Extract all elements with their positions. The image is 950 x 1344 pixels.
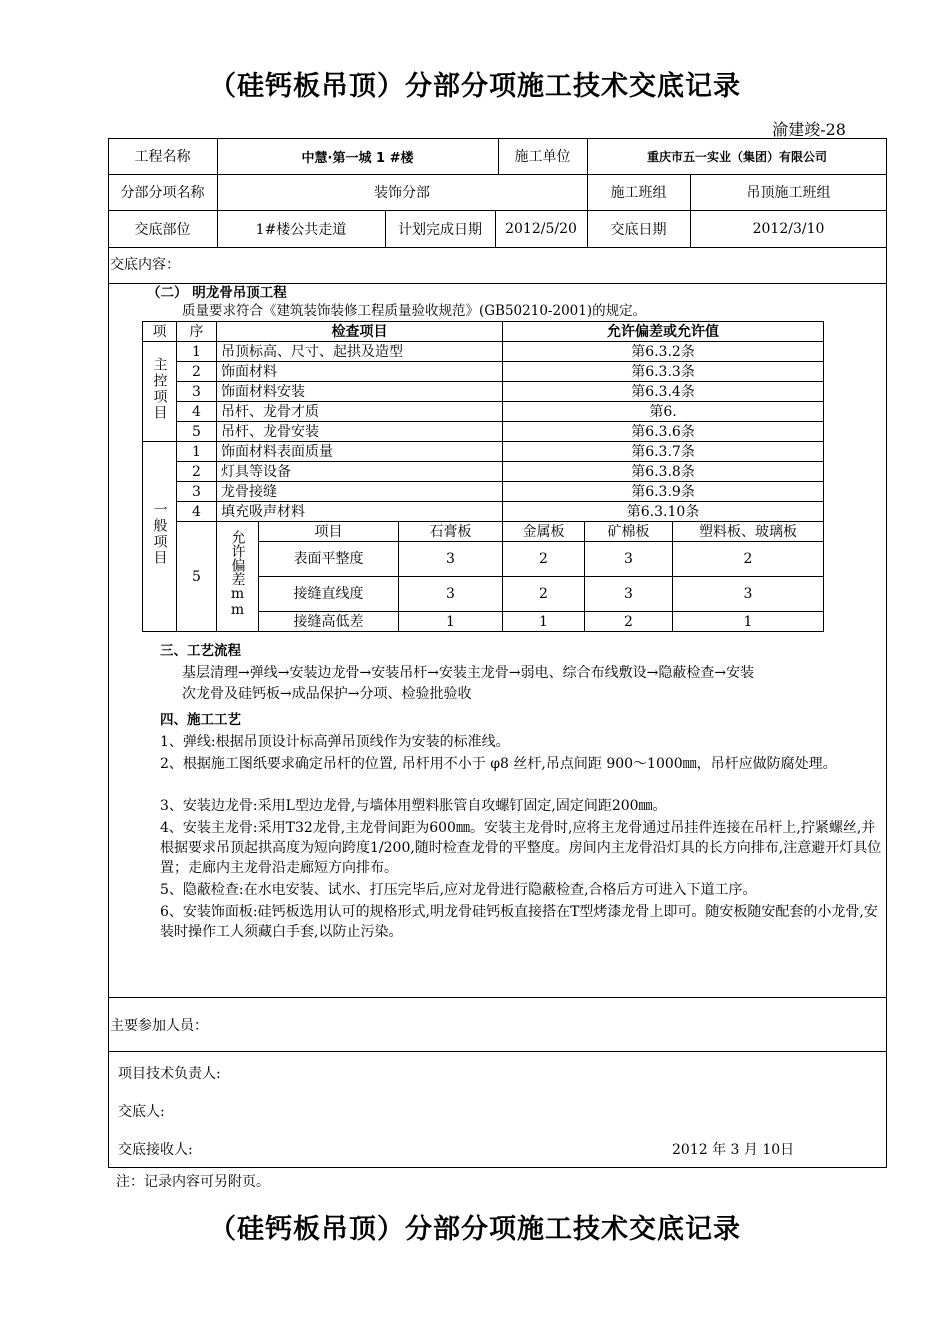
check-item: 饰面材料表面质量 bbox=[217, 442, 503, 462]
check-item: 吊顶标高、尺寸、起拱及造型 bbox=[217, 342, 503, 362]
general-group-label: 一般项目 bbox=[151, 502, 168, 566]
table-row bbox=[143, 382, 824, 402]
main-group-label: 主控项目 bbox=[151, 357, 168, 421]
dev-value: 2 bbox=[585, 612, 673, 632]
row-divider bbox=[108, 1051, 887, 1052]
seq-cell: 1 bbox=[177, 442, 217, 462]
project-name-value: 中慧·第一城 1 #楼 bbox=[301, 150, 414, 166]
dev-header: 项目 bbox=[259, 522, 399, 542]
plan-date-label: 计划完成日期 bbox=[398, 221, 482, 238]
construction-unit-value: 重庆市五一实业（集团）有限公司 bbox=[646, 149, 827, 164]
dev-value: 3 bbox=[399, 577, 503, 612]
check-item: 吊杆、龙骨才质 bbox=[217, 402, 503, 422]
table-row bbox=[143, 402, 824, 422]
brief-date-value: 2012/3/10 bbox=[752, 220, 825, 237]
dev-name: 接缝高低差 bbox=[259, 612, 399, 632]
seq-cell: 3 bbox=[177, 482, 217, 502]
allow-value: 第6.3.2条 bbox=[503, 342, 824, 362]
process-line-1: 基层清理→弹线→安装边龙骨→安装吊杆→安装主龙骨→弱电、综合布线敷设→隐蔽检查→安装 bbox=[182, 665, 755, 681]
row-divider bbox=[108, 997, 887, 998]
allow-value: 第6.3.10条 bbox=[503, 502, 824, 522]
check-item: 灯具等设备 bbox=[217, 462, 503, 482]
table-row bbox=[143, 422, 824, 442]
brief-date-label: 交底日期 bbox=[610, 221, 667, 238]
check-item: 饰面材料安装 bbox=[217, 382, 503, 402]
construction-unit-label: 施工单位 bbox=[514, 149, 571, 165]
process-line-2: 次龙骨及硅钙板→成品保护→分项、检验批验收 bbox=[182, 686, 472, 702]
footnote: 注：记录内容可另附页。 bbox=[116, 1174, 270, 1190]
location-label: 交底部位 bbox=[134, 221, 191, 238]
plan-date-value: 2012/5/20 bbox=[505, 220, 577, 237]
dev-name: 表面平整度 bbox=[259, 542, 399, 577]
check-table bbox=[142, 321, 824, 632]
dev-value: 2 bbox=[503, 542, 585, 577]
seq-cell: 4 bbox=[177, 502, 217, 522]
sign-date: 2012 年 3 月 10日 bbox=[672, 1142, 795, 1158]
step-1: 1、弹线:根据吊顶设计标高弹吊顶线作为安装的标准线。 bbox=[160, 734, 510, 750]
table-row bbox=[143, 342, 824, 362]
allow-value: 第6. bbox=[503, 402, 824, 422]
check-item: 吊杆、龙骨安装 bbox=[217, 422, 503, 442]
next-page-title: （硅钙板吊顶）分部分项施工技术交底记录 bbox=[209, 1214, 741, 1245]
table-row bbox=[143, 522, 824, 542]
dev-value: 3 bbox=[399, 542, 503, 577]
team-value: 吊顶施工班组 bbox=[746, 185, 831, 201]
allow-value: 第6.3.8条 bbox=[503, 462, 824, 482]
step-4: 4、安装主龙骨:采用T32龙骨,主龙骨间距为600㎜。安装主龙骨时,应将主龙骨通过吊挂件连接在吊杆上,拧紧螺丝,并根据要求吊顶起拱高度为短向跨度1/200,随时检查龙骨的平整度。房间内主龙骨沿灯具的长方向排布,注意避开灯具位置；走廊内主龙骨沿走廊短方向排布。 bbox=[160, 820, 882, 876]
seq-cell: 5 bbox=[177, 522, 217, 632]
team-label: 施工班组 bbox=[610, 185, 667, 201]
table-row bbox=[143, 462, 824, 482]
dev-value: 2 bbox=[673, 542, 824, 577]
tech-lead-label: 项目技术负责人: bbox=[118, 1066, 221, 1082]
step-2: 2、根据施工图纸要求确定吊杆的位置, 吊杆用不小于 φ8 丝杆,吊点间距 900～1000㎜，吊杆应做防腐处理。 bbox=[160, 756, 837, 772]
seq-cell: 5 bbox=[177, 422, 217, 442]
table-row bbox=[143, 502, 824, 522]
dev-header: 金属板 bbox=[503, 522, 585, 542]
allow-value: 第6.3.4条 bbox=[503, 382, 824, 402]
dev-name: 接缝直线度 bbox=[259, 577, 399, 612]
dev-value: 3 bbox=[673, 577, 824, 612]
col-allow-header: 允许偏差或允许值 bbox=[503, 322, 824, 342]
quality-note: 质量要求符合《建筑装饰装修工程质量验收规范》(GB50210-2001)的规定。 bbox=[182, 303, 647, 319]
briefer-label: 交底人: bbox=[118, 1104, 165, 1120]
row-divider bbox=[108, 247, 887, 248]
col-check-header: 检查项目 bbox=[217, 322, 503, 342]
table-row bbox=[143, 362, 824, 382]
step-3: 3、安装边龙骨:采用L型边龙骨,与墙体用塑料胀管自攻螺钉固定,固定间距200㎜。 bbox=[160, 798, 667, 814]
dev-header: 石膏板 bbox=[399, 522, 503, 542]
check-item: 饰面材料 bbox=[217, 362, 503, 382]
dev-value: 3 bbox=[585, 542, 673, 577]
location-value: 1#楼公共走道 bbox=[255, 221, 347, 238]
deviation-label-cell bbox=[217, 522, 259, 632]
seq-cell: 2 bbox=[177, 362, 217, 382]
col-seq-header: 序 bbox=[177, 322, 217, 342]
allow-value: 第6.3.7条 bbox=[503, 442, 824, 462]
table-row bbox=[143, 442, 824, 462]
deviation-label: 允许偏差mm bbox=[229, 529, 246, 618]
dev-value: 1 bbox=[503, 612, 585, 632]
step-6: 6、安装饰面板:硅钙板选用认可的规格形式,明龙骨硅钙板直接搭在T型烤漆龙骨上即可。随安板随安配套的小龙骨,安装时操作工人须藏白手套,以防止污染。 bbox=[160, 904, 878, 940]
page-title: （硅钙板吊顶）分部分项施工技术交底记录 bbox=[209, 71, 741, 102]
seq-cell: 4 bbox=[177, 402, 217, 422]
project-name-label: 工程名称 bbox=[134, 149, 191, 165]
document-code: 渝建竣-28 bbox=[772, 120, 846, 139]
section3-heading: 三、工艺流程 bbox=[160, 643, 241, 659]
seq-cell: 2 bbox=[177, 462, 217, 482]
general-group-cell bbox=[143, 442, 177, 632]
step-5: 5、隐蔽检查:在水电安装、试水、打压完毕后,应对龙骨进行隐蔽检查,合格后方可进入下道工序。 bbox=[160, 882, 757, 898]
dev-value: 2 bbox=[503, 577, 585, 612]
dev-header: 塑料板、玻璃板 bbox=[673, 522, 824, 542]
section4-heading: 四、施工工艺 bbox=[160, 712, 241, 728]
dev-value: 1 bbox=[673, 612, 824, 632]
subproject-label: 分部分项名称 bbox=[120, 185, 205, 201]
seq-cell: 3 bbox=[177, 382, 217, 402]
receiver-label: 交底接收人: bbox=[118, 1142, 193, 1158]
dev-value: 3 bbox=[585, 577, 673, 612]
allow-value: 第6.3.6条 bbox=[503, 422, 824, 442]
seq-cell: 1 bbox=[177, 342, 217, 362]
check-item: 填充吸声材料 bbox=[217, 502, 503, 522]
check-item: 龙骨接缝 bbox=[217, 482, 503, 502]
dev-value: 1 bbox=[399, 612, 503, 632]
content-label: 交底内容： bbox=[110, 257, 180, 273]
dev-header: 矿棉板 bbox=[585, 522, 673, 542]
main-group-cell bbox=[143, 342, 177, 442]
allow-value: 第6.3.9条 bbox=[503, 482, 824, 502]
col-item-header: 项 bbox=[143, 322, 177, 342]
allow-value: 第6.3.3条 bbox=[503, 362, 824, 382]
section2-heading: （二） 明龙骨吊顶工程 bbox=[147, 285, 287, 301]
table-row bbox=[143, 482, 824, 502]
participants-label: 主要参加人员： bbox=[110, 1018, 208, 1034]
subproject-value: 装饰分部 bbox=[374, 185, 430, 201]
